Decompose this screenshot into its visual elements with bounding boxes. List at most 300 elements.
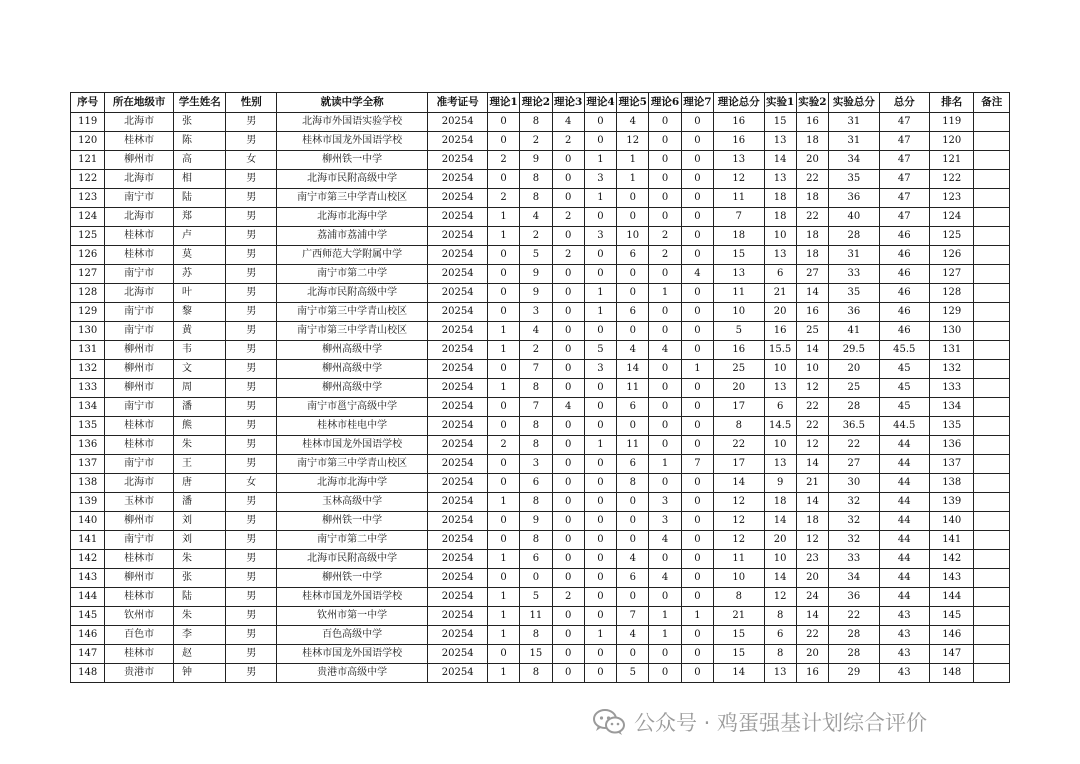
table-cell: 0 xyxy=(584,645,616,664)
table-cell: 21 xyxy=(714,607,764,626)
table-cell: 124 xyxy=(930,208,974,227)
table-cell: 43 xyxy=(879,664,929,683)
table-cell: 1 xyxy=(487,227,519,246)
table-cell: 周 xyxy=(173,379,226,398)
table-cell xyxy=(974,398,1010,417)
table-row xyxy=(71,341,1010,360)
table-cell: 140 xyxy=(71,512,105,531)
table-cell: 29.5 xyxy=(829,341,879,360)
table-cell: 0 xyxy=(584,322,616,341)
table-cell: 2 xyxy=(487,151,519,170)
table-cell: 0 xyxy=(681,550,713,569)
table-cell: 0 xyxy=(552,607,584,626)
table-cell: 男 xyxy=(226,531,276,550)
column-header: 实验总分 xyxy=(829,93,879,113)
table-cell: 10 xyxy=(764,436,796,455)
table-cell: 16 xyxy=(714,341,764,360)
table-cell xyxy=(974,664,1010,683)
table-cell: 钟 xyxy=(173,664,226,683)
table-cell: 2 xyxy=(552,246,584,265)
table-cell: 14 xyxy=(714,664,764,683)
table-cell: 4 xyxy=(649,531,681,550)
table-cell: 0 xyxy=(584,588,616,607)
table-cell: 王 xyxy=(173,455,226,474)
table-cell: 20254 xyxy=(428,113,488,132)
table-cell: 20254 xyxy=(428,550,488,569)
table-cell: 14 xyxy=(764,151,796,170)
table-cell: 1 xyxy=(681,360,713,379)
table-cell: 144 xyxy=(71,588,105,607)
table-cell: 0 xyxy=(487,531,519,550)
table-cell: 柳州市 xyxy=(105,512,174,531)
table-cell: 6 xyxy=(764,398,796,417)
table-cell: 8 xyxy=(520,531,552,550)
table-cell: 15 xyxy=(714,626,764,645)
table-cell: 钦州市 xyxy=(105,607,174,626)
table-row xyxy=(71,588,1010,607)
table-cell: 20 xyxy=(764,303,796,322)
table-cell xyxy=(974,512,1010,531)
table-cell: 百色高级中学 xyxy=(276,626,427,645)
table-cell: 10 xyxy=(796,360,828,379)
table-cell: 0 xyxy=(584,265,616,284)
table-cell xyxy=(974,322,1010,341)
table-cell: 32 xyxy=(829,512,879,531)
table-cell: 桂林市国龙外国语学校 xyxy=(276,588,427,607)
table-cell: 女 xyxy=(226,474,276,493)
table-row xyxy=(71,455,1010,474)
table-cell: 7 xyxy=(520,398,552,417)
table-cell: 李 xyxy=(173,626,226,645)
table-cell xyxy=(974,246,1010,265)
table-cell: 7 xyxy=(617,607,649,626)
column-header: 理论1 xyxy=(487,93,519,113)
table-cell: 20254 xyxy=(428,645,488,664)
table-cell xyxy=(974,607,1010,626)
table-cell: 苏 xyxy=(173,265,226,284)
table-cell: 18 xyxy=(796,512,828,531)
watermark xyxy=(592,704,927,740)
table-cell: 123 xyxy=(71,189,105,208)
table-cell: 0 xyxy=(584,512,616,531)
table-cell: 0 xyxy=(584,208,616,227)
table-cell: 0 xyxy=(617,208,649,227)
table-cell: 141 xyxy=(71,531,105,550)
table-cell: 2 xyxy=(552,208,584,227)
table-cell: 1 xyxy=(584,151,616,170)
table-cell: 4 xyxy=(617,550,649,569)
table-cell: 127 xyxy=(930,265,974,284)
column-header: 就读中学全称 xyxy=(276,93,427,113)
table-cell: 0 xyxy=(649,265,681,284)
table-body xyxy=(71,113,1010,683)
table-cell: 5 xyxy=(520,588,552,607)
table-cell: 12 xyxy=(796,379,828,398)
table-cell: 9 xyxy=(520,512,552,531)
table-cell: 0 xyxy=(617,493,649,512)
table-cell: 0 xyxy=(584,474,616,493)
table-cell xyxy=(974,341,1010,360)
table-cell: 玉林高级中学 xyxy=(276,493,427,512)
table-cell: 莫 xyxy=(173,246,226,265)
table-cell: 0 xyxy=(552,626,584,645)
table-cell xyxy=(974,417,1010,436)
table-cell: 北海市民附高级中学 xyxy=(276,284,427,303)
table-cell: 11 xyxy=(617,436,649,455)
table-cell: 16 xyxy=(796,664,828,683)
table-cell: 147 xyxy=(930,645,974,664)
table-cell: 刘 xyxy=(173,531,226,550)
table-cell: 13 xyxy=(714,265,764,284)
table-cell: 0 xyxy=(487,170,519,189)
table-cell: 46 xyxy=(879,303,929,322)
table-cell: 男 xyxy=(226,113,276,132)
table-cell: 10 xyxy=(764,360,796,379)
table-cell: 44 xyxy=(879,531,929,550)
table-cell xyxy=(974,550,1010,569)
table-cell: 23 xyxy=(796,550,828,569)
table-cell: 120 xyxy=(71,132,105,151)
table-cell: 46 xyxy=(879,322,929,341)
table-cell: 5 xyxy=(520,246,552,265)
table-cell: 南宁市 xyxy=(105,455,174,474)
table-cell: 柳州市 xyxy=(105,151,174,170)
table-cell: 3 xyxy=(649,493,681,512)
table-cell: 119 xyxy=(71,113,105,132)
table-cell: 黎 xyxy=(173,303,226,322)
table-cell: 128 xyxy=(71,284,105,303)
column-header: 序号 xyxy=(71,93,105,113)
table-cell: 男 xyxy=(226,227,276,246)
table-cell: 0 xyxy=(487,417,519,436)
table-cell: 128 xyxy=(930,284,974,303)
table-cell: 14 xyxy=(796,607,828,626)
table-cell: 18 xyxy=(764,493,796,512)
table-cell: 5 xyxy=(714,322,764,341)
table-cell: 0 xyxy=(584,664,616,683)
table-cell: 2 xyxy=(487,436,519,455)
table-cell: 6 xyxy=(617,455,649,474)
table-cell: 陆 xyxy=(173,588,226,607)
table-cell: 25 xyxy=(714,360,764,379)
table-cell: 男 xyxy=(226,360,276,379)
table-cell: 0 xyxy=(552,379,584,398)
table-row xyxy=(71,208,1010,227)
table-cell: 0 xyxy=(617,417,649,436)
table-cell: 16 xyxy=(796,113,828,132)
table-cell: 男 xyxy=(226,512,276,531)
table-cell: 0 xyxy=(681,208,713,227)
table-cell: 3 xyxy=(649,512,681,531)
table-row xyxy=(71,265,1010,284)
table-cell: 21 xyxy=(796,474,828,493)
table-row xyxy=(71,246,1010,265)
table-row xyxy=(71,322,1010,341)
table-cell: 8 xyxy=(520,379,552,398)
table-cell: 32 xyxy=(829,531,879,550)
table-cell: 45.5 xyxy=(879,341,929,360)
table-cell: 22 xyxy=(714,436,764,455)
table-cell xyxy=(974,588,1010,607)
table-row xyxy=(71,303,1010,322)
column-header: 实验2 xyxy=(796,93,828,113)
table-cell: 女 xyxy=(226,151,276,170)
table-cell: 0 xyxy=(584,550,616,569)
table-cell: 0 xyxy=(552,664,584,683)
table-cell: 男 xyxy=(226,322,276,341)
watermark-text: 公众号 · 鸡蛋强基计划综合评价 xyxy=(634,711,928,735)
table-cell: 10 xyxy=(714,569,764,588)
table-cell: 0 xyxy=(649,664,681,683)
table-cell: 14 xyxy=(796,341,828,360)
table-cell: 4 xyxy=(617,113,649,132)
table-cell: 11 xyxy=(520,607,552,626)
table-cell: 20254 xyxy=(428,303,488,322)
table-cell: 13 xyxy=(764,246,796,265)
table-cell: 0 xyxy=(487,455,519,474)
table-cell: 男 xyxy=(226,208,276,227)
table-cell: 0 xyxy=(617,189,649,208)
table-cell: 贵港市 xyxy=(105,664,174,683)
table-cell: 男 xyxy=(226,265,276,284)
table-row xyxy=(71,607,1010,626)
table-cell: 20254 xyxy=(428,569,488,588)
table-cell: 0 xyxy=(681,626,713,645)
table-cell: 16 xyxy=(714,132,764,151)
table-cell: 北海市 xyxy=(105,113,174,132)
table-cell: 20254 xyxy=(428,379,488,398)
table-cell: 13 xyxy=(764,664,796,683)
table-cell: 30 xyxy=(829,474,879,493)
table-cell xyxy=(974,531,1010,550)
table-cell: 1 xyxy=(487,607,519,626)
table-cell: 138 xyxy=(930,474,974,493)
table-cell: 22 xyxy=(796,170,828,189)
table-cell: 3 xyxy=(520,303,552,322)
table-cell: 南宁市第三中学青山校区 xyxy=(276,322,427,341)
table-cell: 127 xyxy=(71,265,105,284)
table-cell: 男 xyxy=(226,246,276,265)
table-cell: 132 xyxy=(930,360,974,379)
table-cell: 43 xyxy=(879,645,929,664)
table-cell: 46 xyxy=(879,227,929,246)
table-cell: 北海市民附高级中学 xyxy=(276,550,427,569)
table-cell: 南宁市 xyxy=(105,531,174,550)
table-cell: 0 xyxy=(649,322,681,341)
table-cell: 131 xyxy=(71,341,105,360)
table-cell: 0 xyxy=(552,170,584,189)
table-cell: 2 xyxy=(649,227,681,246)
table-cell: 20254 xyxy=(428,265,488,284)
table-cell: 14 xyxy=(764,569,796,588)
table-cell: 14 xyxy=(714,474,764,493)
table-cell: 20254 xyxy=(428,493,488,512)
table-cell: 0 xyxy=(649,436,681,455)
table-cell: 南宁市第二中学 xyxy=(276,531,427,550)
table-cell: 0 xyxy=(681,531,713,550)
table-cell: 0 xyxy=(649,189,681,208)
table-cell: 11 xyxy=(714,550,764,569)
table-cell: 男 xyxy=(226,645,276,664)
table-cell: 20254 xyxy=(428,132,488,151)
table-cell: 0 xyxy=(487,645,519,664)
table-cell: 0 xyxy=(649,132,681,151)
table-row xyxy=(71,113,1010,132)
table-cell: 南宁市第三中学青山校区 xyxy=(276,303,427,322)
table-cell: 29 xyxy=(829,664,879,683)
table-row xyxy=(71,626,1010,645)
table-cell: 桂林市 xyxy=(105,550,174,569)
table-cell: 荔浦市荔浦中学 xyxy=(276,227,427,246)
table-cell: 20254 xyxy=(428,360,488,379)
table-cell: 130 xyxy=(930,322,974,341)
table-cell: 18 xyxy=(796,227,828,246)
table-cell: 20 xyxy=(764,531,796,550)
table-row xyxy=(71,569,1010,588)
table-cell: 1 xyxy=(617,151,649,170)
table-cell: 8 xyxy=(520,664,552,683)
table-cell: 男 xyxy=(226,398,276,417)
table-cell: 男 xyxy=(226,493,276,512)
table-cell: 44 xyxy=(879,493,929,512)
table-cell: 南宁市 xyxy=(105,398,174,417)
table-cell: 12 xyxy=(714,170,764,189)
table-cell: 0 xyxy=(649,645,681,664)
table-cell: 10 xyxy=(764,227,796,246)
table-cell xyxy=(974,436,1010,455)
table-cell: 1 xyxy=(584,189,616,208)
table-cell: 男 xyxy=(226,189,276,208)
table-row xyxy=(71,436,1010,455)
table-cell: 47 xyxy=(879,208,929,227)
table-cell xyxy=(974,493,1010,512)
column-header: 理论5 xyxy=(617,93,649,113)
table-cell: 8 xyxy=(520,170,552,189)
table-cell: 1 xyxy=(487,379,519,398)
table-cell: 黄 xyxy=(173,322,226,341)
table-cell: 柳州市 xyxy=(105,341,174,360)
table-cell xyxy=(974,284,1010,303)
table-cell: 46 xyxy=(879,246,929,265)
table-cell: 男 xyxy=(226,588,276,607)
table-cell: 125 xyxy=(930,227,974,246)
table-cell: 0 xyxy=(552,265,584,284)
table-row xyxy=(71,170,1010,189)
table-cell: 20254 xyxy=(428,512,488,531)
table-cell: 柳州市 xyxy=(105,360,174,379)
table-row xyxy=(71,512,1010,531)
table-cell: 0 xyxy=(681,170,713,189)
table-cell: 15 xyxy=(520,645,552,664)
table-cell: 20254 xyxy=(428,607,488,626)
table-cell: 1 xyxy=(487,341,519,360)
table-cell: 男 xyxy=(226,379,276,398)
table-cell: 0 xyxy=(487,360,519,379)
table-cell: 34 xyxy=(829,569,879,588)
table-row xyxy=(71,398,1010,417)
table-cell: 145 xyxy=(71,607,105,626)
table-cell: 0 xyxy=(681,664,713,683)
table-cell: 0 xyxy=(552,322,584,341)
table-cell: 120 xyxy=(930,132,974,151)
table-cell: 122 xyxy=(930,170,974,189)
table-cell: 柳州高级中学 xyxy=(276,360,427,379)
table-cell: 桂林市国龙外国语学校 xyxy=(276,132,427,151)
table-cell: 20254 xyxy=(428,227,488,246)
table-cell: 33 xyxy=(829,550,879,569)
table-cell: 0 xyxy=(617,645,649,664)
table-cell: 南宁市 xyxy=(105,303,174,322)
table-cell: 0 xyxy=(681,436,713,455)
table-cell: 南宁市第二中学 xyxy=(276,265,427,284)
table-cell: 0 xyxy=(584,569,616,588)
table-cell: 柳州市 xyxy=(105,379,174,398)
table-cell: 朱 xyxy=(173,550,226,569)
table-cell: 22 xyxy=(829,436,879,455)
table-cell: 20 xyxy=(796,645,828,664)
table-cell: 0 xyxy=(487,284,519,303)
column-header: 性别 xyxy=(226,93,276,113)
table-cell: 22 xyxy=(796,626,828,645)
table-cell: 133 xyxy=(930,379,974,398)
table-cell: 7 xyxy=(520,360,552,379)
table-cell: 0 xyxy=(681,645,713,664)
table-cell: 20254 xyxy=(428,170,488,189)
table-cell: 47 xyxy=(879,113,929,132)
table-cell: 广西师范大学附属中学 xyxy=(276,246,427,265)
table-cell: 18 xyxy=(796,132,828,151)
table-cell: 139 xyxy=(930,493,974,512)
table-cell: 0 xyxy=(649,208,681,227)
table-cell: 0 xyxy=(649,360,681,379)
table-cell: 2 xyxy=(487,189,519,208)
table-cell: 143 xyxy=(930,569,974,588)
table-cell: 18 xyxy=(796,189,828,208)
table-cell: 0 xyxy=(681,512,713,531)
table-cell: 南宁市第三中学青山校区 xyxy=(276,455,427,474)
table-cell: 22 xyxy=(796,417,828,436)
table-cell: 郑 xyxy=(173,208,226,227)
table-cell: 35 xyxy=(829,284,879,303)
table-cell: 36.5 xyxy=(829,417,879,436)
table-cell: 0 xyxy=(584,531,616,550)
table-cell: 高 xyxy=(173,151,226,170)
table-cell: 男 xyxy=(226,550,276,569)
table-cell: 28 xyxy=(829,645,879,664)
table-cell: 47 xyxy=(879,170,929,189)
table-cell: 145 xyxy=(930,607,974,626)
table-cell: 男 xyxy=(226,303,276,322)
table-cell: 桂林市桂电中学 xyxy=(276,417,427,436)
table-cell: 0 xyxy=(681,379,713,398)
table-cell: 2 xyxy=(552,132,584,151)
table-cell: 20254 xyxy=(428,189,488,208)
table-cell: 男 xyxy=(226,132,276,151)
table-cell: 赵 xyxy=(173,645,226,664)
table-cell: 柳州高级中学 xyxy=(276,379,427,398)
table-cell: 0 xyxy=(552,360,584,379)
table-cell: 0 xyxy=(552,455,584,474)
table-cell: 0 xyxy=(584,113,616,132)
table-cell: 20254 xyxy=(428,436,488,455)
table-cell: 43 xyxy=(879,626,929,645)
table-cell: 0 xyxy=(520,569,552,588)
table-cell: 44 xyxy=(879,455,929,474)
table-cell: 0 xyxy=(649,398,681,417)
column-header: 理论2 xyxy=(520,93,552,113)
table-row xyxy=(71,379,1010,398)
table-cell: 21 xyxy=(764,284,796,303)
